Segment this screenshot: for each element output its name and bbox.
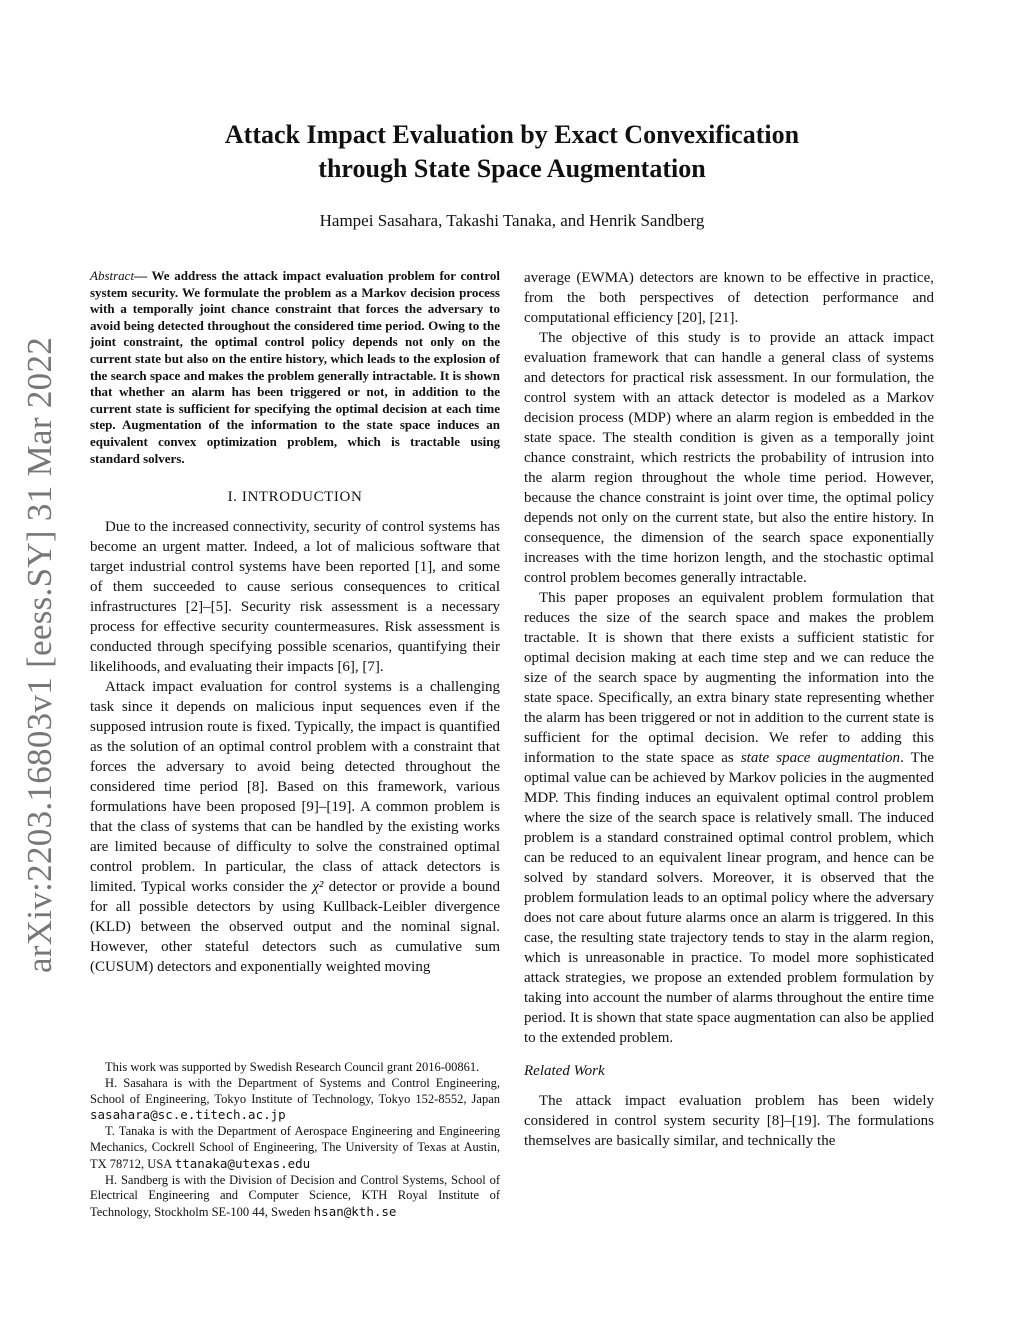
abstract-label: Abstract — [90, 268, 135, 283]
related-work-paragraph: The attack impact evaluation problem has been widely considered in control system security [8]–[19]. The formulations themselves are basically similar, and technically the — [524, 1093, 934, 1149]
emphasis-state-space-augmentation: state space augmentation — [740, 750, 901, 766]
intro-paragraph-2-part-a: Attack impact evaluation for control systems is a challenging task since it depends on malicious input sequences even if the supposed intrusion route is fixed. Typically, the impact is quantified as the solution of an optimal control problem with a constraint that forces the adversary to avoid being detected throughout the considered time period [8]. Based on this framework, various formulations have been proposed [9]–[19]. A common problem is that the class of systems that can be handled by the existing works are limited because of difficulty to solve the constrained optimal control problem. In particular, the class of attack detectors is limited. Typical works consider the — [90, 679, 500, 896]
footnote-tanaka — [90, 1124, 500, 1172]
subsection-heading-related-work: Related Work — [524, 1063, 605, 1079]
left-column — [90, 268, 500, 977]
arxiv-sidebar — [15, 335, 65, 975]
right-column — [524, 268, 934, 1151]
arxiv-identifier: arXiv:2203.16803v1 [eess.SY] 31 Mar 2022 — [20, 336, 59, 974]
right-paragraph-3-part-b: . The optimal value can be achieved by Markov policies in the augmented MDP. This finding induces an equivalent optimal control problem where the size of the search space is relatively small. The induced problem is a standard constrained optimal control problem, which can be reduced to an equivalent linear program, and hence can be solved by standard solvers. Moreover, it is observed that the problem formulation leads to an optimal policy where the adversary does not care about future alarms once an alarm is triggered. In this case, the resulting state trajectory tends to stay in the alarm region, which is unreasonable in practice. To model more sophisticated attack strategies, we propose an extended problem formulation by taking into account the number of alarms throughout the entire time period. It is shown that state space augmentation can also be applied to the extended problem. — [524, 750, 934, 1046]
title-line-1: Attack Impact Evaluation by Exact Convexification — [224, 120, 800, 149]
paper-title — [110, 118, 914, 186]
right-paragraph-2: The objective of this study is to provide an attack impact evaluation framework that can handle a general class of systems and detectors for practical risk assessment. In our formulation, the control system with an attack detector is modeled as a Markov decision process (MDP) where an alarm region is embedded in the state space. The stealth condition is given as a temporally joint chance constraint, which restricts the probability of intrusion into the alarm region throughout the whole time period. However, because the chance constraint is joint over time, the optimal policy depends not only on the current state, but also the entire history. In consequence, the dimension of the search space exponentially increases with the time horizon length, and the stochastic optimal control problem becomes generally intractable. — [524, 330, 934, 586]
footnote-tanaka-text: T. Tanaka is with the Department of Aerospace Engineering and Engineering Mechanics, Cockrell School of Engineering, The University of Texas at Austin, TX 78712, USA — [90, 1124, 500, 1171]
right-paragraph-3 — [524, 588, 934, 1048]
intro-paragraph-2 — [90, 677, 500, 977]
email-sasahara: sasahara@sc.e.titech.ac.jp — [90, 1107, 286, 1123]
intro-paragraph-2-part-b: detector or provide a bound for all possible detectors by using Kullback-Leibler divergence (KLD) between the observed output and the nominal signal. However, other stateful detectors such as cumulative sum (CUSUM) detectors and exponentially weighted moving — [90, 879, 500, 976]
abstract — [90, 268, 500, 467]
footnote-funding: This work was supported by Swedish Research Council grant 2016-00861. — [105, 1060, 480, 1074]
footnotes — [90, 1060, 500, 1221]
footnote-sandberg — [90, 1173, 500, 1221]
title-line-2: through State Space Augmentation — [318, 154, 706, 183]
email-sandberg: hsan@kth.se — [313, 1204, 397, 1220]
section-heading-introduction: I. INTRODUCTION — [227, 489, 363, 506]
footnote-sasahara-text: H. Sasahara is with the Department of Systems and Control Engineering, School of Engineering, Tokyo Institute of Technology, Tokyo 152-8552, Japan — [90, 1075, 500, 1106]
right-paragraph-1: average (EWMA) detectors are known to be effective in practice, from the both perspectives of detection performance and computational efficiency [20], [21]. — [524, 270, 934, 326]
footnote-sandberg-text: H. Sandberg is with the Division of Decision and Control Systems, School of Electrical Engineering and Computer Science, KTH Royal Institute of Technology, Stockholm SE-100 44, Sweden — [90, 1172, 500, 1220]
email-tanaka: ttanaka@utexas.edu — [174, 1155, 311, 1171]
footnote-sasahara — [90, 1076, 500, 1124]
author-list: Hampei Sasahara, Takashi Tanaka, and Henrik Sandberg — [319, 211, 705, 230]
intro-paragraph-1: Due to the increased connectivity, security of control systems has become an urgent matter. Indeed, a lot of malicious software that target industrial control systems have been reported [1], and some of them succeeded to cause serious consequences to critical infrastructures [2]–[5]. Security risk assessment is a necessary process for effective security countermeasures. Risk assessment is conducted through specifying possible scenarios, quantifying their likelihoods, and evaluating their impacts [6], [7]. — [90, 519, 500, 676]
abstract-text: — We address the attack impact evaluation problem for control system security. We formulate the problem as a Markov decision process with a temporally joint chance constraint that forces the adversary to avoid being detected throughout the considered time period. Owing to the joint constraint, the optimal control policy depends not only on the current state but also on the entire history, which leads to the explosion of the search space and makes the problem generally intractable. It is shown that whether an alarm has been triggered or not, in addition to the current state is sufficient for specifying the optimal decision at each time step. Augmentation of the information to the state space induces an equivalent convex optimization problem, which is tractable using standard solvers. — [90, 268, 500, 466]
right-paragraph-3-part-a: This paper proposes an equivalent problem formulation that reduces the size of the search space and makes the problem tractable. It is shown that there exists a sufficient statistic for optimal decision making at each time step and we can reduce the size of the search space by augmenting the information into the state space. Specifically, an extra binary state representing whether the alarm has been triggered or not in addition to the current state is sufficient for the optimal decision. We refer to adding this information to the state space as — [524, 590, 934, 766]
chi-squared-symbol: χ² — [312, 879, 324, 896]
